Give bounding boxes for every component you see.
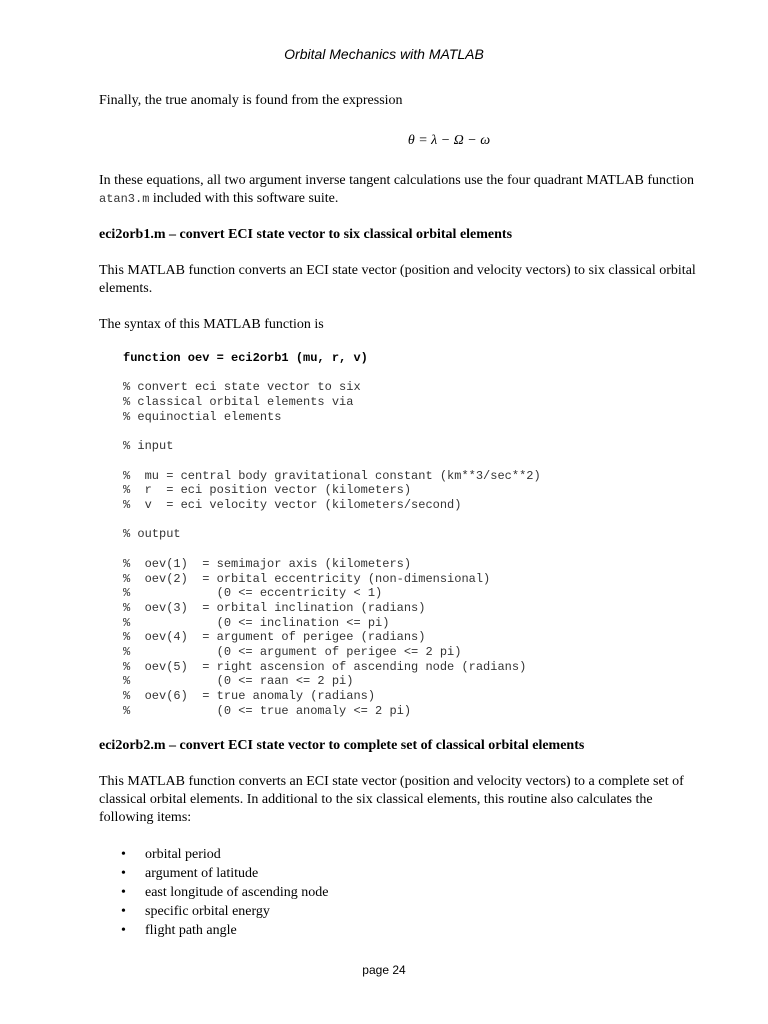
inline-code-atan3: atan3.m [99, 192, 150, 206]
bullet-icon: • [121, 865, 126, 881]
bullet-icon: • [121, 922, 126, 938]
paragraph-syntax-intro: The syntax of this MATLAB function is [99, 317, 324, 332]
paragraph-eci2orb2-description: This MATLAB function converts an ECI state vector (position and velocity vectors) to a complete set of classical orbital elements. In additional to the six classical elements, this routine also calculates the following items: [99, 773, 684, 825]
section-heading-eci2orb2: eci2orb2.m – convert ECI state vector to complete set of classical orbital elements [99, 737, 585, 753]
list-item: • argument of latitude [121, 865, 259, 881]
paragraph-atan3-after: included with this software suite. [149, 191, 339, 206]
list-item: • specific orbital energy [121, 903, 270, 919]
list-item: • east longitude of ascending node [121, 884, 329, 900]
page-header-title: Orbital Mechanics with MATLAB [284, 46, 484, 62]
code-block-eci2orb1 [99, 351, 699, 719]
code-body-comments: % convert eci state vector to six % classical orbital elements via % equinoctial elements % input % mu = central body gravitational constant (km**3/sec**2) % r = eci position vector (kilometers) % v = eci velocity vector (kilometers/second) % output % oev(1) = semimajor axis (kilometers) % oev(2) = orbital eccentricity (non-dimensional) % (0 <= eccentricity < 1) % oev(3) = orbital inclination (radians) % (0 <= inclination <= pi) % oev(4) = argument of perigee (radians) % (0 <= argument of perigee <= 2 pi) % oev(5) = right ascension of ascending node (radians) % (0 <= raan <= 2 pi) % oev(6) = true anomaly (radians) % (0 <= true anomaly <= 2 pi) [123, 380, 541, 718]
code-function-signature: function oev = eci2orb1 (mu, r, v) [123, 351, 368, 365]
section-heading-eci2orb1: eci2orb1.m – convert ECI state vector to six classical orbital elements [99, 227, 513, 242]
paragraph-atan3-before: In these equations, all two argument inverse tangent calculations use the four quadrant MATLAB function [99, 173, 694, 188]
equation-true-anomaly: θ = λ − Ω − ω [407, 133, 491, 148]
paragraph-atan3 [99, 172, 699, 208]
page-number: page 24 [362, 963, 406, 977]
list-item: • orbital period [121, 846, 221, 862]
bullet-icon: • [121, 846, 126, 862]
paragraph-true-anomaly: Finally, the true anomaly is found from the expression [99, 93, 403, 108]
page-content [99, 92, 699, 940]
list-item: • flight path angle [121, 922, 237, 938]
bullet-list-items [121, 845, 699, 940]
bullet-icon: • [121, 884, 126, 900]
bullet-icon: • [121, 903, 126, 919]
paragraph-eci2orb1-description: This MATLAB function converts an ECI state vector (position and velocity vectors) to six classical orbital elements. [99, 263, 696, 296]
